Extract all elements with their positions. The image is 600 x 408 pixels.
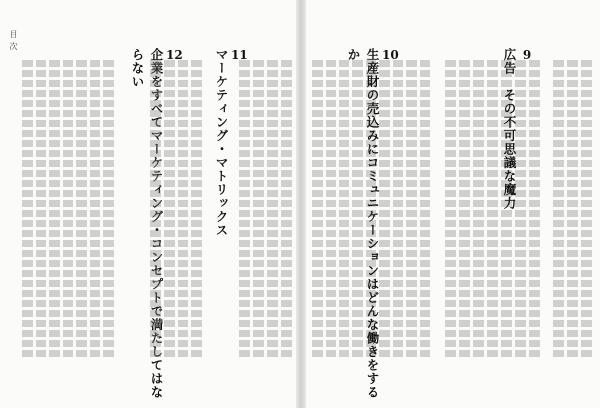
book-gutter [296, 0, 306, 408]
chapter-11-entries [150, 60, 202, 360]
chapter-8-entries [548, 60, 592, 360]
chapter-number: 12 [166, 48, 183, 62]
chapter-12-entries [22, 60, 114, 360]
chapter-title: 企業をすべてマーケティング・コンセプトで満たしてはならない [130, 48, 164, 399]
chapter-number: 11 [231, 48, 248, 62]
chapter-9 [500, 48, 535, 210]
chapter-number: 10 [382, 48, 399, 62]
chapter-number: 9 [522, 48, 532, 62]
chapter-title: 生産財の売込みにコミュニケーションはどんな働きをするか [346, 48, 380, 399]
chapter-10 [344, 48, 398, 408]
chapter-title: 広告 その不可思議な魔力 [502, 48, 517, 210]
chapter-title: マーケティング・マトリックス [214, 48, 229, 237]
running-head: 目次 [9, 30, 18, 54]
chapter-11-intro-entries [232, 60, 292, 360]
